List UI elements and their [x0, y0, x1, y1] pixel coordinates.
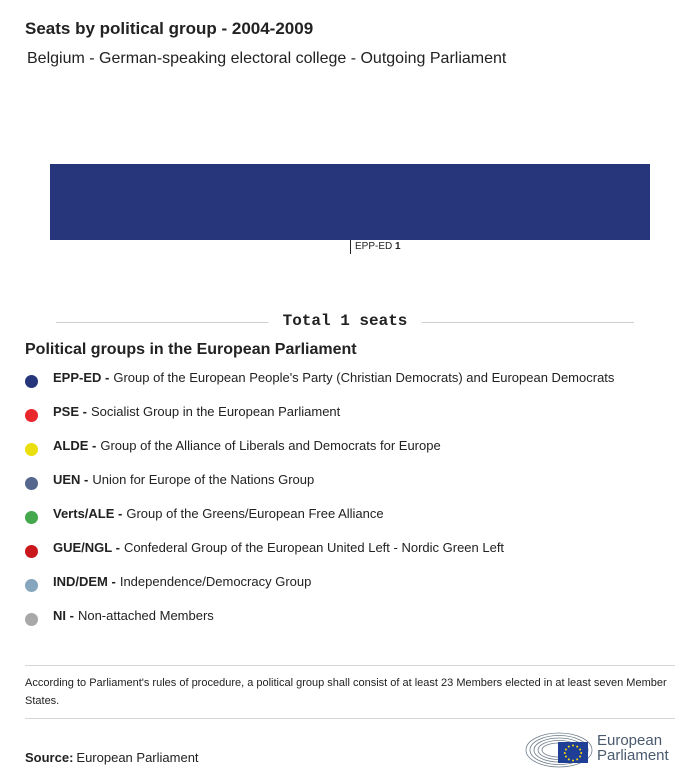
- circle-icon: [25, 613, 38, 626]
- legend-abbr: ALDE -: [53, 438, 97, 453]
- legend-name: Group of the European People's Party (Christian Democrats) and European Democrats: [113, 370, 615, 385]
- segment-label: [350, 240, 401, 254]
- legend-name: Independence/Democracy Group: [119, 574, 312, 589]
- logo-line-1: European: [597, 732, 663, 749]
- legend-abbr: IND/DEM -: [53, 574, 116, 589]
- legend-title: Political groups in the European Parliament: [25, 341, 357, 358]
- circle-icon: [25, 477, 38, 490]
- legend-item: [25, 370, 685, 404]
- footnote: According to Parliament's rules of procedure, a political group shall consist of at least 23 Members elected in at least seven Member States.: [25, 677, 667, 707]
- circle-icon: [25, 511, 38, 524]
- legend-name: Group of the Alliance of Liberals and Democrats for Europe: [100, 438, 441, 453]
- legend-abbr: PSE -: [53, 404, 87, 419]
- legend-item: [25, 574, 685, 608]
- source-label: Source:: [25, 750, 74, 765]
- chart-subtitle: Belgium - German-speaking electoral college - Outgoing Parliament: [27, 50, 507, 67]
- divider: [25, 718, 675, 719]
- legend-abbr: Verts/ALE -: [53, 506, 123, 521]
- hemicycle-icon: [525, 728, 595, 768]
- logo-line-2: Parliament: [597, 747, 669, 764]
- legend-text: [53, 540, 504, 555]
- legend-text: [53, 608, 214, 623]
- legend-abbr: UEN -: [53, 472, 89, 487]
- segment-label-name: EPP-ED: [355, 241, 393, 252]
- total-seats-label: Total 1 seats: [269, 312, 422, 330]
- legend-text: [53, 404, 340, 419]
- legend-abbr: NI -: [53, 608, 74, 623]
- chart-title: Seats by political group - 2004-2009: [25, 19, 314, 38]
- divider: [25, 665, 675, 666]
- source-value: European Parliament: [76, 750, 199, 765]
- logo-text: [597, 733, 669, 763]
- legend-abbr: GUE/NGL -: [53, 540, 120, 555]
- legend-item: [25, 608, 685, 642]
- circle-icon: [25, 443, 38, 456]
- legend-item: [25, 540, 685, 574]
- circle-icon: [25, 375, 38, 388]
- legend-name: Confederal Group of the European United Left - Nordic Green Left: [123, 540, 505, 555]
- european-parliament-logo: [525, 728, 675, 768]
- legend-text: [53, 438, 441, 453]
- legend-text: [53, 370, 614, 385]
- legend-item: [25, 472, 685, 506]
- legend-name: Group of the Greens/European Free Alliance: [126, 506, 384, 521]
- legend-item: [25, 404, 685, 438]
- legend-text: [53, 574, 311, 589]
- circle-icon: [25, 409, 38, 422]
- legend-name: Union for Europe of the Nations Group: [92, 472, 315, 487]
- legend-text: [53, 472, 314, 487]
- circle-icon: [25, 545, 38, 558]
- legend-abbr: EPP-ED -: [53, 370, 110, 385]
- legend-item: [25, 438, 685, 472]
- bar-segment-epp-ed: [50, 164, 650, 240]
- segment-label-value: 1: [395, 241, 401, 252]
- legend-name: Socialist Group in the European Parliament: [90, 404, 341, 419]
- legend-item: [25, 506, 685, 540]
- seats-bar: [50, 164, 650, 240]
- legend: [25, 370, 685, 642]
- legend-text: [53, 506, 384, 521]
- legend-name: Non-attached Members: [77, 608, 214, 623]
- total-seats: [56, 312, 634, 332]
- circle-icon: [25, 579, 38, 592]
- source: [25, 750, 199, 765]
